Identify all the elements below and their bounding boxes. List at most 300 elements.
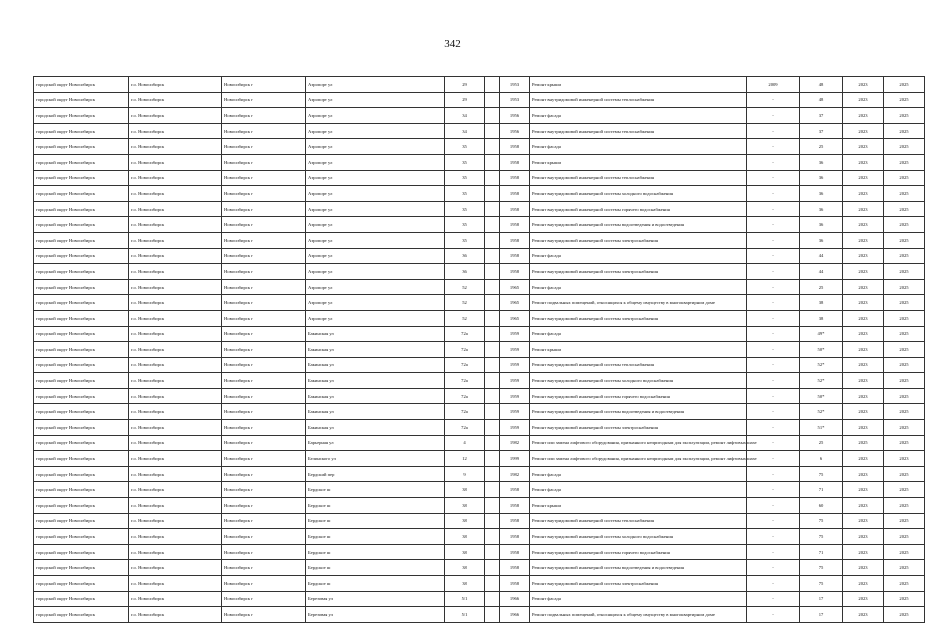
house-number-cell: 9 <box>445 466 485 482</box>
house-number-cell: 35 <box>445 139 485 155</box>
wear-percent-cell: 52* <box>800 357 843 373</box>
work-type-cell: Ремонт внутридомовой инженерной системы теплоснабжения <box>530 123 747 139</box>
locality-cell: Новосибирск г <box>222 513 306 529</box>
locality-cell: Новосибирск г <box>222 201 306 217</box>
planned-start-cell: 2023 <box>843 482 884 498</box>
settlement-cell: г.о. Новосибирск <box>129 607 222 623</box>
work-type-cell: Ремонт внутридомовой инженерной системы электроснабжения <box>530 576 747 592</box>
locality-cell: Новосибирск г <box>222 92 306 108</box>
street-cell: Бакинская ул <box>306 404 445 420</box>
planned-start-cell: 2023 <box>843 560 884 576</box>
build-year-cell: 1958 <box>500 498 530 514</box>
house-number-cell: 52 <box>445 295 485 311</box>
wear-percent-cell: 25 <box>800 279 843 295</box>
planned-end-cell: 2025 <box>884 139 925 155</box>
street-cell: Бакинская ул <box>306 342 445 358</box>
planned-end-cell: 2025 <box>884 154 925 170</box>
planned-start-cell: 2023 <box>843 451 884 467</box>
settlement-cell: г.о. Новосибирск <box>129 201 222 217</box>
table-row <box>34 373 925 389</box>
planned-start-cell: 2023 <box>843 232 884 248</box>
planned-start-cell: 2023 <box>843 279 884 295</box>
table-row <box>34 248 925 264</box>
settlement-cell: г.о. Новосибирск <box>129 139 222 155</box>
last-repair-year-cell: - <box>747 435 800 451</box>
work-type-cell: Ремонт внутридомовой инженерной системы водоотведения и водоотведения <box>530 560 747 576</box>
street-cell: Аэропорт ул <box>306 92 445 108</box>
locality-cell: Новосибирск г <box>222 186 306 202</box>
municipality-cell: городской округ Новосибирск <box>34 342 129 358</box>
locality-cell: Новосибирск г <box>222 607 306 623</box>
house-number-cell: 38 <box>445 544 485 560</box>
build-year-cell: 1958 <box>500 560 530 576</box>
building-cell <box>485 451 500 467</box>
building-cell <box>485 607 500 623</box>
work-type-cell: Ремонт внутридомовой инженерной системы электроснабжения <box>530 310 747 326</box>
last-repair-year-cell: - <box>747 248 800 264</box>
planned-start-cell: 2023 <box>843 139 884 155</box>
build-year-cell: 1953 <box>500 92 530 108</box>
municipality-cell: городской округ Новосибирск <box>34 77 129 93</box>
build-year-cell: 1958 <box>500 544 530 560</box>
last-repair-year-cell: - <box>747 154 800 170</box>
build-year-cell: 1958 <box>500 170 530 186</box>
wear-percent-cell: 36 <box>800 217 843 233</box>
planned-start-cell: 2025 <box>843 435 884 451</box>
building-cell <box>485 498 500 514</box>
locality-cell: Новосибирск г <box>222 326 306 342</box>
municipality-cell: городской округ Новосибирск <box>34 186 129 202</box>
settlement-cell: г.о. Новосибирск <box>129 357 222 373</box>
last-repair-year-cell: - <box>747 560 800 576</box>
planned-end-cell: 2025 <box>884 248 925 264</box>
settlement-cell: г.о. Новосибирск <box>129 373 222 389</box>
wear-percent-cell: 44 <box>800 248 843 264</box>
building-cell <box>485 186 500 202</box>
municipality-cell: городской округ Новосибирск <box>34 560 129 576</box>
settlement-cell: г.о. Новосибирск <box>129 123 222 139</box>
last-repair-year-cell: - <box>747 310 800 326</box>
wear-percent-cell: 71 <box>800 482 843 498</box>
settlement-cell: г.о. Новосибирск <box>129 108 222 124</box>
settlement-cell: г.о. Новосибирск <box>129 217 222 233</box>
last-repair-year-cell: - <box>747 466 800 482</box>
last-repair-year-cell: - <box>747 357 800 373</box>
planned-start-cell: 2023 <box>843 154 884 170</box>
work-type-cell: Ремонт фасада <box>530 466 747 482</box>
table-row <box>34 482 925 498</box>
work-type-cell: Ремонт или замена лифтового оборудования, признанного непригодным для эксплуатации, ремонт лифтовых шахт <box>530 451 747 467</box>
street-cell: Аэропорт ул <box>306 77 445 93</box>
planned-end-cell: 2025 <box>884 123 925 139</box>
planned-end-cell: 2025 <box>884 264 925 280</box>
last-repair-year-cell: - <box>747 513 800 529</box>
street-cell: Аэропорт ул <box>306 310 445 326</box>
wear-percent-cell: 52* <box>800 373 843 389</box>
house-number-cell: 38 <box>445 576 485 592</box>
settlement-cell: г.о. Новосибирск <box>129 170 222 186</box>
locality-cell: Новосибирск г <box>222 404 306 420</box>
build-year-cell: 1958 <box>500 513 530 529</box>
building-cell <box>485 529 500 545</box>
table-row <box>34 529 925 545</box>
last-repair-year-cell: 2009 <box>747 77 800 93</box>
planned-start-cell: 2023 <box>843 498 884 514</box>
wear-percent-cell: 17 <box>800 607 843 623</box>
house-number-cell: 72а <box>445 388 485 404</box>
building-cell <box>485 201 500 217</box>
house-number-cell: 29 <box>445 92 485 108</box>
work-type-cell: Ремонт внутридомовой инженерной системы холодного водоснабжения <box>530 373 747 389</box>
work-type-cell: Ремонт внутридомовой инженерной системы холодного водоснабжения <box>530 529 747 545</box>
table-row <box>34 186 925 202</box>
build-year-cell: 1959 <box>500 388 530 404</box>
build-year-cell: 1958 <box>500 232 530 248</box>
work-type-cell: Ремонт фасада <box>530 482 747 498</box>
work-type-cell: Ремонт или замена лифтового оборудования, признанного непригодным для эксплуатации, ремонт лифтовых шахт <box>530 435 747 451</box>
last-repair-year-cell: - <box>747 482 800 498</box>
build-year-cell: 1953 <box>500 77 530 93</box>
building-cell <box>485 248 500 264</box>
planned-end-cell: 2025 <box>884 435 925 451</box>
municipality-cell: городской округ Новосибирск <box>34 388 129 404</box>
table-row <box>34 404 925 420</box>
street-cell: Аэропорт ул <box>306 201 445 217</box>
municipality-cell: городской округ Новосибирск <box>34 607 129 623</box>
street-cell: Бердское ш <box>306 482 445 498</box>
planned-start-cell: 2023 <box>843 357 884 373</box>
municipality-cell: городской округ Новосибирск <box>34 451 129 467</box>
settlement-cell: г.о. Новосибирск <box>129 232 222 248</box>
build-year-cell: 1959 <box>500 373 530 389</box>
build-year-cell: 1966 <box>500 591 530 607</box>
table-row <box>34 435 925 451</box>
work-type-cell: Ремонт внутридомовой инженерной системы горячего водоснабжения <box>530 201 747 217</box>
build-year-cell: 1958 <box>500 529 530 545</box>
wear-percent-cell: 36 <box>800 201 843 217</box>
building-cell <box>485 310 500 326</box>
building-cell <box>485 217 500 233</box>
street-cell: Аэропорт ул <box>306 248 445 264</box>
wear-percent-cell: 37 <box>800 123 843 139</box>
planned-end-cell: 2025 <box>884 92 925 108</box>
table-row <box>34 466 925 482</box>
work-type-cell: Ремонт фасада <box>530 279 747 295</box>
street-cell: Бердское ш <box>306 576 445 592</box>
building-cell <box>485 388 500 404</box>
street-cell: Березовая ул <box>306 607 445 623</box>
planned-start-cell: 2023 <box>843 607 884 623</box>
locality-cell: Новосибирск г <box>222 544 306 560</box>
settlement-cell: г.о. Новосибирск <box>129 435 222 451</box>
street-cell: Аэропорт ул <box>306 264 445 280</box>
street-cell: Бердское ш <box>306 529 445 545</box>
table-row <box>34 123 925 139</box>
wear-percent-cell: 25 <box>800 139 843 155</box>
build-year-cell: 1956 <box>500 123 530 139</box>
locality-cell: Новосибирск г <box>222 170 306 186</box>
locality-cell: Новосибирск г <box>222 108 306 124</box>
planned-start-cell: 2023 <box>843 217 884 233</box>
settlement-cell: г.о. Новосибирск <box>129 482 222 498</box>
table-row <box>34 451 925 467</box>
street-cell: Бердское ш <box>306 498 445 514</box>
build-year-cell: 1959 <box>500 420 530 436</box>
table-row <box>34 607 925 623</box>
municipality-cell: городской округ Новосибирск <box>34 310 129 326</box>
planned-end-cell: 2025 <box>884 498 925 514</box>
building-cell <box>485 342 500 358</box>
planned-start-cell: 2023 <box>843 529 884 545</box>
last-repair-year-cell: - <box>747 591 800 607</box>
planned-start-cell: 2023 <box>843 201 884 217</box>
street-cell: Бакинская ул <box>306 326 445 342</box>
house-number-cell: 72а <box>445 342 485 358</box>
wear-percent-cell: 6 <box>800 451 843 467</box>
work-type-cell: Ремонт внутридомовой инженерной системы водоотведения и водоотведения <box>530 217 747 233</box>
building-cell <box>485 108 500 124</box>
last-repair-year-cell: - <box>747 544 800 560</box>
planned-end-cell: 2025 <box>884 529 925 545</box>
settlement-cell: г.о. Новосибирск <box>129 342 222 358</box>
work-type-cell: Ремонт внутридомовой инженерной системы электроснабжения <box>530 420 747 436</box>
last-repair-year-cell: - <box>747 92 800 108</box>
wear-percent-cell: 48 <box>800 92 843 108</box>
building-cell <box>485 279 500 295</box>
wear-percent-cell: 38 <box>800 295 843 311</box>
wear-percent-cell: 60 <box>800 498 843 514</box>
build-year-cell: 1959 <box>500 326 530 342</box>
planned-start-cell: 2023 <box>843 513 884 529</box>
planned-end-cell: 2025 <box>884 186 925 202</box>
municipality-cell: городской округ Новосибирск <box>34 498 129 514</box>
table-row <box>34 264 925 280</box>
municipality-cell: городской округ Новосибирск <box>34 513 129 529</box>
wear-percent-cell: 50* <box>800 388 843 404</box>
planned-start-cell: 2023 <box>843 373 884 389</box>
settlement-cell: г.о. Новосибирск <box>129 295 222 311</box>
municipality-cell: городской округ Новосибирск <box>34 420 129 436</box>
build-year-cell: 1959 <box>500 357 530 373</box>
table-row <box>34 310 925 326</box>
table-row <box>34 513 925 529</box>
planned-start-cell: 2023 <box>843 92 884 108</box>
building-cell <box>485 139 500 155</box>
locality-cell: Новосибирск г <box>222 451 306 467</box>
work-type-cell: Ремонт фасада <box>530 139 747 155</box>
municipality-cell: городской округ Новосибирск <box>34 201 129 217</box>
planned-end-cell: 2025 <box>884 404 925 420</box>
planned-start-cell: 2023 <box>843 108 884 124</box>
locality-cell: Новосибирск г <box>222 279 306 295</box>
municipality-cell: городской округ Новосибирск <box>34 529 129 545</box>
building-cell <box>485 482 500 498</box>
page-number: 342 <box>444 38 461 50</box>
planned-start-cell: 2023 <box>843 420 884 436</box>
planned-end-cell: 2025 <box>884 388 925 404</box>
table-row <box>34 388 925 404</box>
planned-end-cell: 2025 <box>884 217 925 233</box>
table-row <box>34 92 925 108</box>
planned-start-cell: 2023 <box>843 466 884 482</box>
wear-percent-cell: 44 <box>800 264 843 280</box>
street-cell: Аэропорт ул <box>306 154 445 170</box>
street-cell: Бердское ш <box>306 560 445 576</box>
last-repair-year-cell: - <box>747 170 800 186</box>
municipality-cell: городской округ Новосибирск <box>34 357 129 373</box>
last-repair-year-cell: - <box>747 295 800 311</box>
work-type-cell: Ремонт внутридомовой инженерной системы теплоснабжения <box>530 513 747 529</box>
settlement-cell: г.о. Новосибирск <box>129 404 222 420</box>
settlement-cell: г.о. Новосибирск <box>129 264 222 280</box>
municipality-cell: городской округ Новосибирск <box>34 92 129 108</box>
table-row <box>34 201 925 217</box>
build-year-cell: 1959 <box>500 404 530 420</box>
planned-end-cell: 2025 <box>884 544 925 560</box>
street-cell: Бердское ш <box>306 544 445 560</box>
municipality-cell: городской округ Новосибирск <box>34 466 129 482</box>
last-repair-year-cell: - <box>747 388 800 404</box>
street-cell: Аэропорт ул <box>306 123 445 139</box>
last-repair-year-cell: - <box>747 373 800 389</box>
wear-percent-cell: 49* <box>800 326 843 342</box>
locality-cell: Новосибирск г <box>222 357 306 373</box>
building-cell <box>485 435 500 451</box>
settlement-cell: г.о. Новосибирск <box>129 154 222 170</box>
table-row <box>34 77 925 93</box>
work-type-cell: Ремонт фасада <box>530 108 747 124</box>
last-repair-year-cell: - <box>747 451 800 467</box>
settlement-cell: г.о. Новосибирск <box>129 466 222 482</box>
house-number-cell: 34 <box>445 123 485 139</box>
build-year-cell: 1958 <box>500 186 530 202</box>
table-row <box>34 420 925 436</box>
building-cell <box>485 357 500 373</box>
build-year-cell: 1959 <box>500 342 530 358</box>
street-cell: Бакинская ул <box>306 388 445 404</box>
house-number-cell: 36 <box>445 264 485 280</box>
build-year-cell: 1958 <box>500 264 530 280</box>
wear-percent-cell: 37 <box>800 108 843 124</box>
build-year-cell: 1965 <box>500 279 530 295</box>
locality-cell: Новосибирск г <box>222 498 306 514</box>
municipality-cell: городской округ Новосибирск <box>34 373 129 389</box>
last-repair-year-cell: - <box>747 498 800 514</box>
settlement-cell: г.о. Новосибирск <box>129 92 222 108</box>
municipality-cell: городской округ Новосибирск <box>34 544 129 560</box>
house-number-cell: 35 <box>445 154 485 170</box>
locality-cell: Новосибирск г <box>222 310 306 326</box>
planned-end-cell: 2025 <box>884 466 925 482</box>
street-cell: Барьерная ул <box>306 435 445 451</box>
house-number-cell: 35 <box>445 170 485 186</box>
planned-start-cell: 2023 <box>843 186 884 202</box>
planned-end-cell: 2023 <box>884 451 925 467</box>
work-type-cell: Ремонт внутридомовой инженерной системы теплоснабжения <box>530 170 747 186</box>
locality-cell: Новосибирск г <box>222 591 306 607</box>
wear-percent-cell: 75 <box>800 529 843 545</box>
house-number-cell: 35 <box>445 186 485 202</box>
street-cell: Аэропорт ул <box>306 279 445 295</box>
planned-end-cell: 2025 <box>884 482 925 498</box>
work-type-cell: Ремонт внутридомовой инженерной системы горячего водоснабжения <box>530 388 747 404</box>
work-type-cell: Ремонт крыши <box>530 154 747 170</box>
locality-cell: Новосибирск г <box>222 529 306 545</box>
build-year-cell: 1982 <box>500 466 530 482</box>
repair-schedule-table <box>33 76 925 623</box>
last-repair-year-cell: - <box>747 404 800 420</box>
planned-start-cell: 2023 <box>843 576 884 592</box>
municipality-cell: городской округ Новосибирск <box>34 170 129 186</box>
municipality-cell: городской округ Новосибирск <box>34 435 129 451</box>
house-number-cell: 38 <box>445 529 485 545</box>
building-cell <box>485 560 500 576</box>
table-row <box>34 170 925 186</box>
house-number-cell: 72а <box>445 326 485 342</box>
house-number-cell: 34 <box>445 108 485 124</box>
settlement-cell: г.о. Новосибирск <box>129 544 222 560</box>
street-cell: Бердский пер <box>306 466 445 482</box>
planned-end-cell: 2025 <box>884 77 925 93</box>
house-number-cell: 72а <box>445 420 485 436</box>
municipality-cell: городской округ Новосибирск <box>34 248 129 264</box>
street-cell: Бакинская ул <box>306 357 445 373</box>
settlement-cell: г.о. Новосибирск <box>129 248 222 264</box>
street-cell: Аэропорт ул <box>306 295 445 311</box>
settlement-cell: г.о. Новосибирск <box>129 77 222 93</box>
building-cell <box>485 404 500 420</box>
building-cell <box>485 326 500 342</box>
building-cell <box>485 92 500 108</box>
house-number-cell: 52 <box>445 279 485 295</box>
locality-cell: Новосибирск г <box>222 264 306 280</box>
planned-start-cell: 2023 <box>843 264 884 280</box>
table-row <box>34 342 925 358</box>
house-number-cell: 72а <box>445 373 485 389</box>
settlement-cell: г.о. Новосибирск <box>129 529 222 545</box>
house-number-cell: 52 <box>445 310 485 326</box>
build-year-cell: 1982 <box>500 435 530 451</box>
table-row <box>34 139 925 155</box>
house-number-cell: 29 <box>445 77 485 93</box>
wear-percent-cell: 17 <box>800 591 843 607</box>
house-number-cell: 35 <box>445 217 485 233</box>
wear-percent-cell: 75 <box>800 576 843 592</box>
last-repair-year-cell: - <box>747 326 800 342</box>
build-year-cell: 1965 <box>500 310 530 326</box>
work-type-cell: Ремонт крыши <box>530 498 747 514</box>
house-number-cell: 5/1 <box>445 607 485 623</box>
table-row <box>34 576 925 592</box>
planned-start-cell: 2023 <box>843 388 884 404</box>
locality-cell: Новосибирск г <box>222 295 306 311</box>
last-repair-year-cell: - <box>747 201 800 217</box>
work-type-cell: Ремонт внутридомовой инженерной системы электроснабжения <box>530 232 747 248</box>
planned-start-cell: 2023 <box>843 326 884 342</box>
building-cell <box>485 264 500 280</box>
locality-cell: Новосибирск г <box>222 560 306 576</box>
settlement-cell: г.о. Новосибирск <box>129 420 222 436</box>
build-year-cell: 1958 <box>500 576 530 592</box>
municipality-cell: городской округ Новосибирск <box>34 139 129 155</box>
planned-start-cell: 2023 <box>843 591 884 607</box>
building-cell <box>485 513 500 529</box>
planned-start-cell: 2023 <box>843 404 884 420</box>
last-repair-year-cell: - <box>747 232 800 248</box>
work-type-cell: Ремонт крыши <box>530 342 747 358</box>
work-type-cell: Ремонт фасада <box>530 248 747 264</box>
house-number-cell: 35 <box>445 232 485 248</box>
